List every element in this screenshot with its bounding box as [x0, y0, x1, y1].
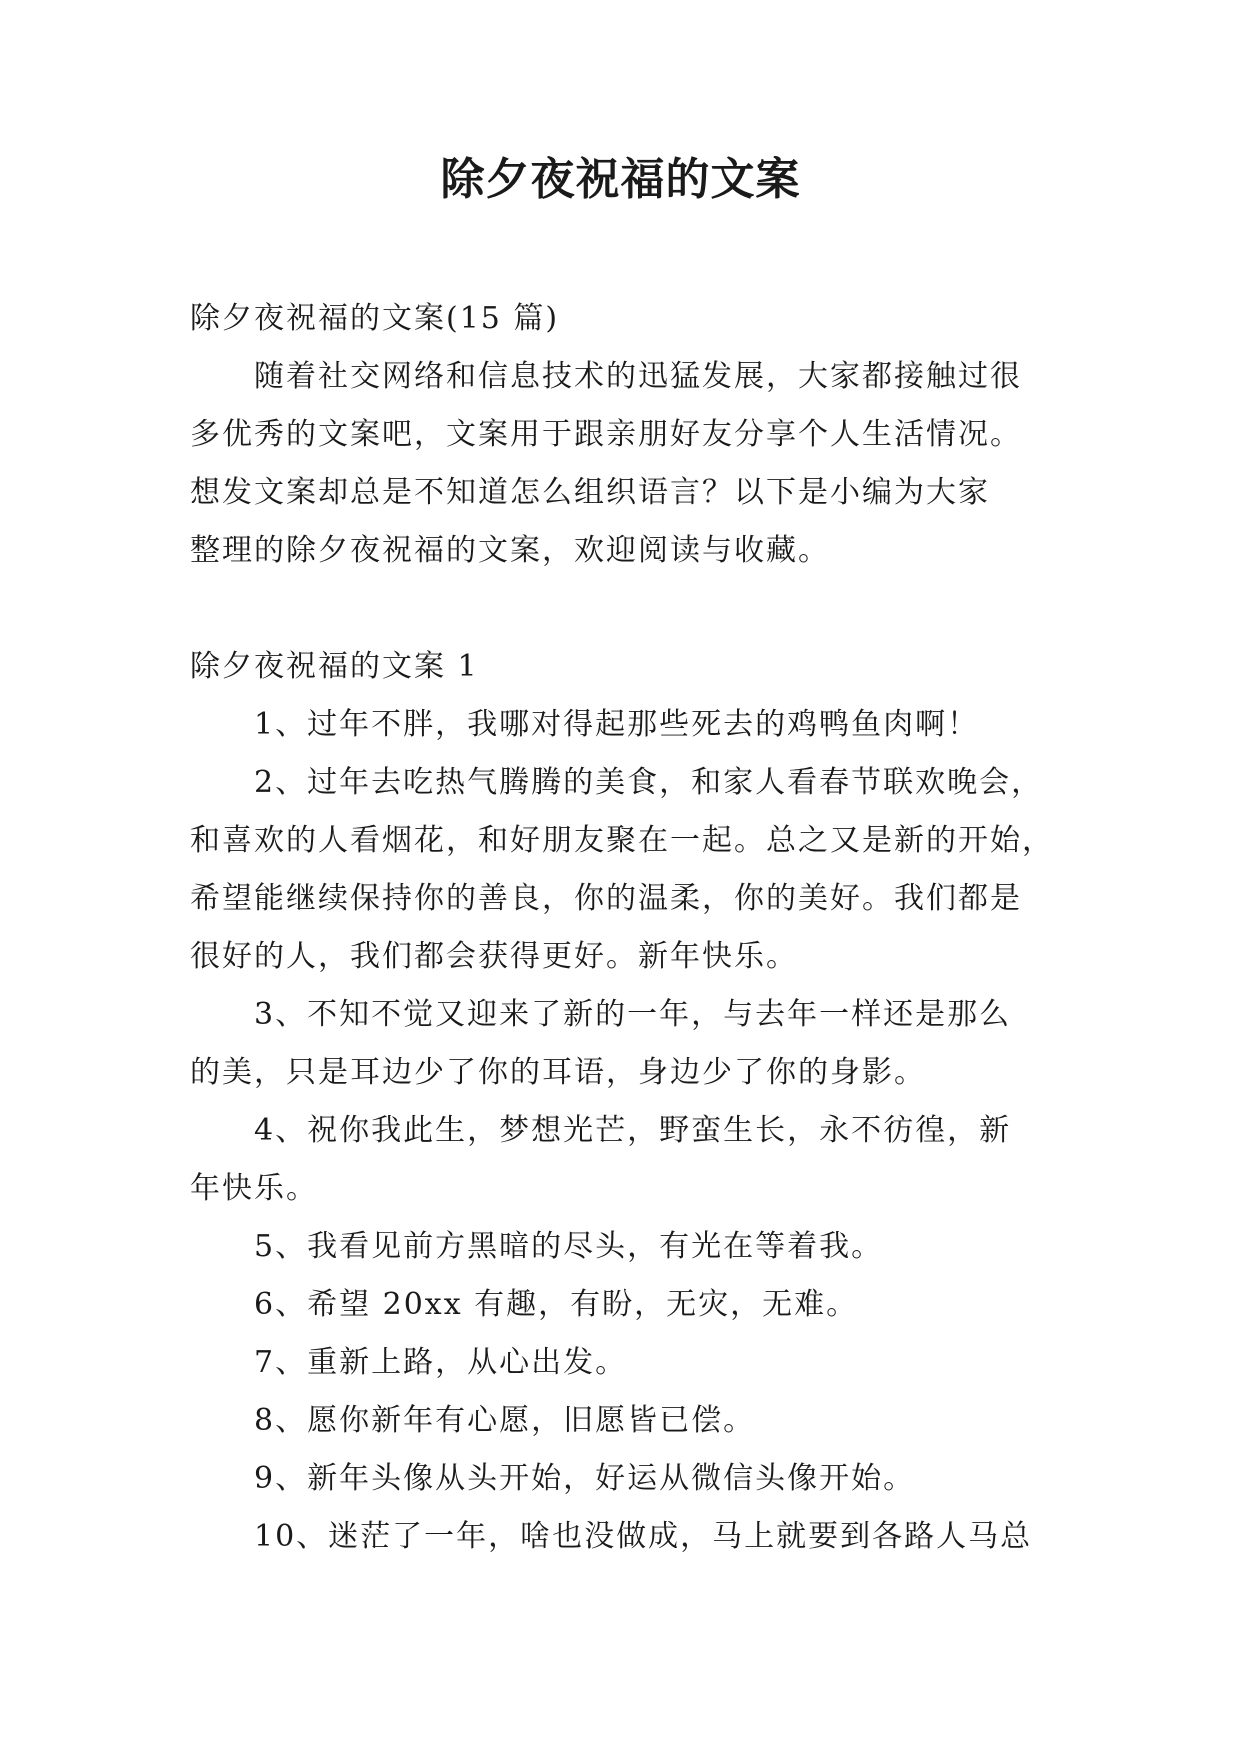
item-line: 7、重新上路，从心出发。	[254, 1345, 628, 1380]
intro-line: 想发文案却总是不知道怎么组织语言？以下是小编为大家	[190, 475, 990, 510]
item-line: 3、不知不觉又迎来了新的一年，与去年一样还是那么	[254, 997, 1012, 1032]
item-line: 10、迷茫了一年，啥也没做成，马上就要到各路人马总	[254, 1519, 1033, 1554]
list-item	[190, 1102, 1070, 1218]
section-heading: 除夕夜祝福的文案 1	[190, 649, 479, 684]
list-item	[190, 1508, 1070, 1566]
item-line: 和喜欢的人看烟花，和好朋友聚在一起。总之又是新的开始，	[190, 823, 1054, 858]
item-line: 1、过年不胖，我哪对得起那些死去的鸡鸭鱼肉啊！	[254, 707, 980, 742]
intro-line: 整理的除夕夜祝福的文案，欢迎阅读与收藏。	[190, 533, 830, 568]
item-line: 2、过年去吃热气腾腾的美食，和家人看春节联欢晚会，	[254, 765, 1044, 800]
list-item	[190, 1218, 1070, 1276]
list-item	[190, 1392, 1070, 1450]
intro-line: 随着社交网络和信息技术的迅猛发展，大家都接触过很	[254, 359, 1022, 394]
document-title: 除夕夜祝福的文案	[440, 154, 801, 205]
item-line: 的美，只是耳边少了你的耳语，身边少了你的身影。	[190, 1055, 926, 1090]
list-item	[190, 696, 1070, 754]
document-subtitle: 除夕夜祝福的文案(15 篇)	[190, 301, 560, 336]
list-item	[190, 986, 1070, 1102]
item-line: 6、希望 20xx 有趣，有盼，无灾，无难。	[254, 1287, 859, 1322]
item-line: 9、新年头像从头开始，好运从微信头像开始。	[254, 1461, 916, 1496]
section-spacer	[190, 580, 1070, 638]
item-line: 5、我看见前方黑暗的尽头，有光在等着我。	[254, 1229, 884, 1264]
list-item	[190, 754, 1070, 986]
item-line: 很好的人，我们都会获得更好。新年快乐。	[190, 939, 798, 974]
item-line: 希望能继续保持你的善良，你的温柔，你的美好。我们都是	[190, 881, 1022, 916]
list-item	[190, 1276, 1070, 1334]
item-line: 4、祝你我此生，梦想光芒，野蛮生长，永不彷徨，新	[254, 1113, 1012, 1148]
list-item	[190, 1334, 1070, 1392]
item-line: 8、愿你新年有心愿，旧愿皆已偿。	[254, 1403, 756, 1438]
document-body	[190, 290, 1070, 1566]
intro-paragraph	[190, 348, 1070, 580]
item-line: 年快乐。	[190, 1171, 318, 1206]
list-item	[190, 1450, 1070, 1508]
intro-line: 多优秀的文案吧，文案用于跟亲朋好友分享个人生活情况。	[190, 417, 1022, 452]
